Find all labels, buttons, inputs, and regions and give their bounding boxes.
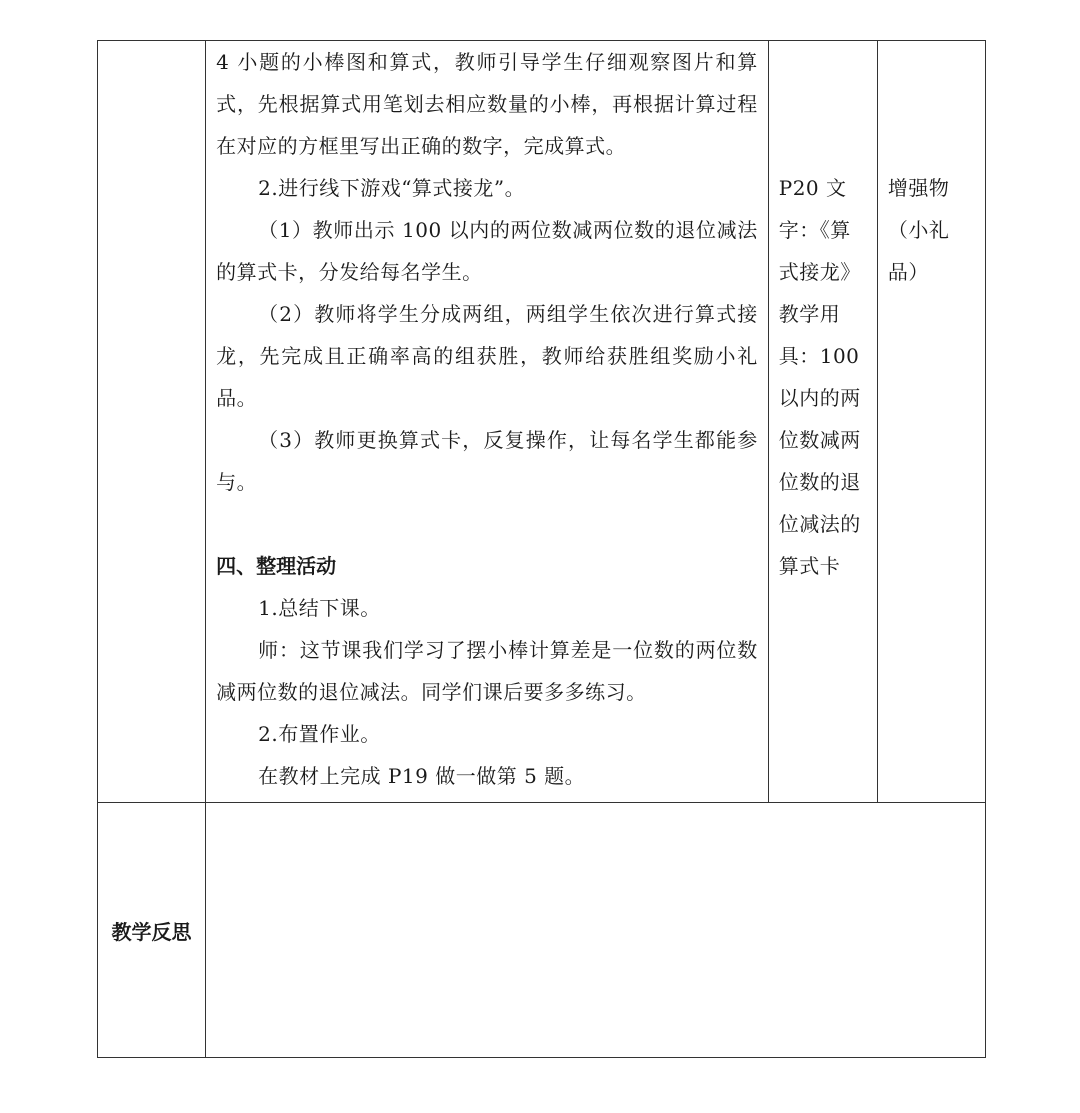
closing-paragraph: 在教材上完成 P19 做一做第 5 题。 [258, 764, 586, 788]
stage-label-cell [98, 41, 206, 803]
resources-text: P20 文字：《算式接龙》教学用具：100 以内的两位数减两位数的退位减法的算式卡 [778, 176, 861, 578]
activity-paragraph: 2.进行线下游戏“算式接龙”。 [258, 176, 526, 200]
resources-cell [768, 41, 877, 803]
activity-paragraph: （3）教师更换算式卡，反复操作，让每名学生都能参与。 [216, 428, 758, 494]
lesson-plan-table [97, 40, 986, 1058]
activity-row [98, 41, 986, 803]
closing-paragraph: 师：这节课我们学习了摆小棒计算差是一位数的两位数减两位数的退位减法。同学们课后要多多练习。 [216, 638, 758, 704]
activity-paragraph: （2）教师将学生分成两组，两组学生依次进行算式接龙，先完成且正确率高的组获胜，教师给获胜组奖励小礼品。 [216, 302, 758, 410]
paragraph-spacer [216, 503, 758, 545]
materials-text: 增强物（小礼品） [887, 176, 950, 284]
section-heading: 四、整理活动 [216, 554, 337, 578]
closing-paragraph: 2.布置作业。 [258, 722, 381, 746]
activity-paragraph: 4 小题的小棒图和算式，教师引导学生仔细观察图片和算式，先根据算式用笔划去相应数量的小棒，再根据计算过程在对应的方框里写出正确的数字，完成算式。 [216, 50, 758, 158]
closing-paragraph: 1.总结下课。 [258, 596, 381, 620]
reflection-row [98, 803, 986, 1058]
materials-cell [877, 41, 985, 803]
activity-content-cell [206, 41, 769, 803]
reflection-content-cell [206, 803, 986, 1058]
reflection-label-cell [98, 803, 206, 1058]
activity-paragraph: （1）教师出示 100 以内的两位数减两位数的退位减法的算式卡，分发给每名学生。 [216, 218, 758, 284]
reflection-label: 教学反思 [111, 919, 192, 944]
